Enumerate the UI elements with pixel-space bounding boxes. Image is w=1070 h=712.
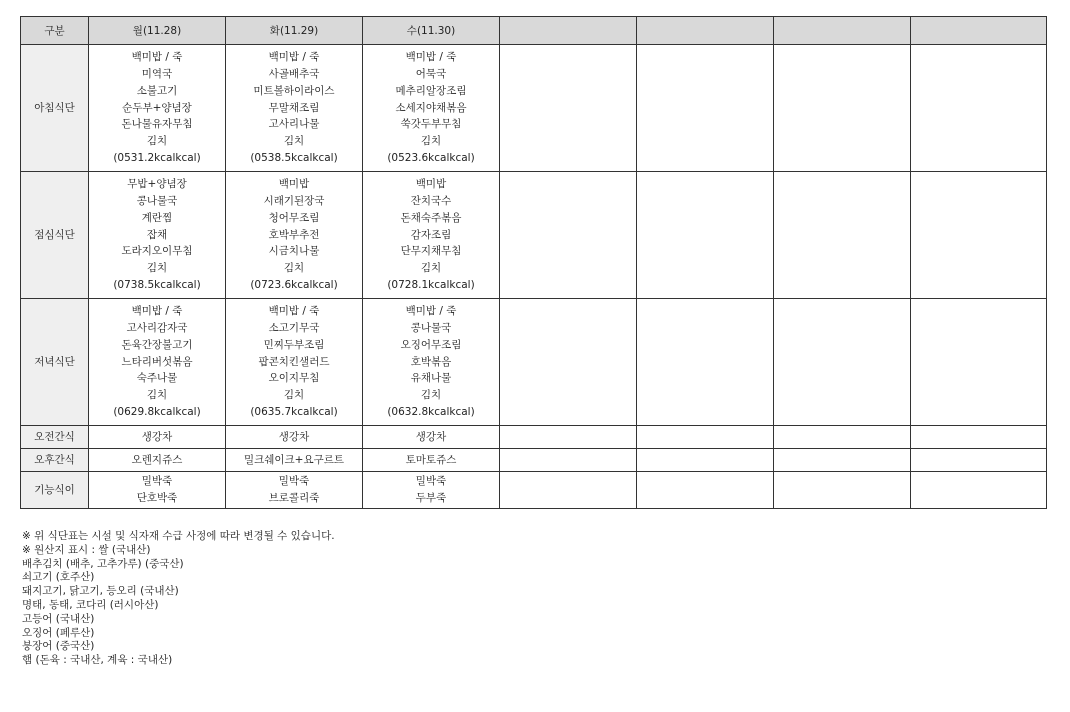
menu-item: 어묵국 — [415, 67, 447, 80]
menu-item: 계란찜 — [141, 211, 173, 224]
menu-item: 김치 — [283, 389, 305, 402]
header-category: 구분 — [21, 17, 89, 45]
note-line: 붕장어 (중국산) — [22, 640, 95, 653]
menu-item: 잔치국수 — [410, 194, 452, 207]
menu-cell — [363, 45, 500, 172]
menu-cell — [637, 472, 774, 509]
menu-cell — [911, 172, 1047, 299]
menu-item: 김치 — [146, 389, 168, 402]
menu-item: 고사리감자국 — [126, 321, 188, 334]
menu-item: 느타리버섯볶음 — [121, 355, 193, 368]
menu-cell — [500, 299, 637, 426]
menu-cell — [226, 299, 363, 426]
menu-item: 백미밥 — [415, 177, 447, 190]
menu-cell — [89, 472, 226, 509]
menu-item: 숙주나물 — [136, 372, 178, 385]
menu-item: (0523.6kcalkcal) — [387, 152, 475, 165]
table-row — [21, 472, 1047, 509]
menu-item: 백미밥 / 죽 — [268, 304, 320, 317]
menu-cell — [363, 472, 500, 509]
menu-item: (0531.2kcalkcal) — [113, 152, 201, 165]
menu-item: 밀크쉐이크+요구르트 — [243, 453, 345, 466]
header-day-5 — [637, 17, 774, 45]
menu-item: 팝콘치킨샐러드 — [258, 355, 330, 368]
menu-item: 김치 — [283, 262, 305, 275]
menu-item: 소세지야채볶음 — [395, 101, 467, 114]
menu-item: 민찌두부조림 — [263, 338, 325, 351]
header-day-1: 월(11.28) — [89, 17, 226, 45]
menu-item: (0728.1kcalkcal) — [387, 279, 475, 292]
menu-cell — [89, 45, 226, 172]
menu-item: 사골배추국 — [268, 67, 320, 80]
note-line: ※ 원산지 표시 : 쌀 (국내산) — [22, 543, 151, 556]
menu-item: 미역국 — [141, 67, 173, 80]
note-line: 오징어 (페루산) — [22, 626, 95, 639]
menu-cell — [911, 45, 1047, 172]
menu-item: 감자조림 — [410, 228, 452, 241]
menu-cell — [637, 172, 774, 299]
menu-cell — [911, 472, 1047, 509]
menu-item: (0538.5kcalkcal) — [250, 152, 338, 165]
menu-cell — [89, 172, 226, 299]
menu-item: 토마토쥬스 — [405, 453, 457, 466]
menu-item: 시금치나물 — [268, 245, 320, 258]
menu-item: (0738.5kcalkcal) — [113, 279, 201, 292]
menu-item: 김치 — [283, 135, 305, 148]
header-day-3: 수(11.30) — [363, 17, 500, 45]
note-line: 명태, 동태, 코다리 (러시아산) — [22, 598, 159, 611]
menu-cell — [363, 172, 500, 299]
note-line: 쇠고기 (호주산) — [22, 571, 95, 584]
table-row — [21, 299, 1047, 426]
menu-item: (0632.8kcalkcal) — [387, 406, 475, 419]
table-row — [21, 449, 1047, 472]
menu-cell — [774, 299, 911, 426]
menu-item: (0635.7kcalkcal) — [250, 406, 338, 419]
menu-item: 잡채 — [146, 228, 168, 241]
menu-item: 소불고기 — [136, 84, 178, 97]
menu-item: 생강차 — [278, 430, 310, 443]
menu-item: 소고기무국 — [268, 321, 320, 334]
menu-item: 미트볼하이라이스 — [253, 84, 335, 97]
menu-item: 청어무조림 — [268, 211, 320, 224]
menu-cell — [774, 45, 911, 172]
table-row — [21, 426, 1047, 449]
note-line: 햄 (돈육 : 국내산, 계육 : 국내산) — [22, 654, 173, 667]
menu-item: 오징어무조림 — [400, 338, 462, 351]
menu-item: 김치 — [420, 135, 442, 148]
row-label: 오후간식 — [21, 449, 89, 472]
menu-cell — [774, 172, 911, 299]
menu-item: 백미밥 / 죽 — [405, 304, 457, 317]
menu-item: (0723.6kcalkcal) — [250, 279, 338, 292]
menu-cell — [363, 299, 500, 426]
table-row — [21, 172, 1047, 299]
menu-item: 두부죽 — [415, 492, 447, 504]
header-day-6 — [774, 17, 911, 45]
menu-item: 백미밥 / 죽 — [131, 304, 183, 317]
menu-item: 밀박죽 — [278, 475, 310, 488]
menu-item: (0629.8kcalkcal) — [113, 406, 201, 419]
menu-cell — [774, 472, 911, 509]
menu-item: 생강차 — [141, 430, 173, 443]
row-label: 기능식이 — [21, 472, 89, 509]
menu-item: 쑥갓두부무침 — [400, 118, 462, 131]
menu-item: 무밥+양념장 — [127, 177, 187, 190]
menu-item: 메추리알장조림 — [395, 84, 467, 97]
menu-cell — [226, 45, 363, 172]
menu-cell — [500, 426, 637, 449]
row-label: 아침식단 — [21, 45, 89, 172]
header-day-7 — [911, 17, 1047, 45]
menu-item: 고사리나물 — [268, 118, 320, 131]
table-body — [21, 45, 1047, 509]
menu-item: 단호박죽 — [136, 492, 178, 504]
menu-item: 김치 — [146, 135, 168, 148]
menu-cell — [226, 449, 363, 472]
menu-cell — [226, 426, 363, 449]
menu-item: 무말채조림 — [268, 101, 320, 114]
menu-item: 콩나물국 — [410, 321, 452, 334]
menu-item: 돈나물유자무침 — [121, 118, 193, 131]
menu-cell — [637, 426, 774, 449]
menu-item: 김치 — [146, 262, 168, 275]
menu-item: 호박부추전 — [268, 228, 320, 241]
menu-cell — [226, 472, 363, 509]
menu-cell — [500, 472, 637, 509]
menu-item: 김치 — [420, 262, 442, 275]
header-day-2: 화(11.29) — [226, 17, 363, 45]
menu-item: 오렌지쥬스 — [131, 453, 183, 466]
menu-cell — [911, 426, 1047, 449]
menu-cell — [500, 45, 637, 172]
menu-cell — [637, 45, 774, 172]
menu-item: 오이지무침 — [268, 372, 320, 385]
menu-cell — [637, 449, 774, 472]
menu-cell — [637, 299, 774, 426]
menu-cell — [226, 172, 363, 299]
menu-cell — [774, 426, 911, 449]
menu-cell — [363, 426, 500, 449]
menu-item: 유채나물 — [410, 372, 452, 385]
menu-cell — [89, 299, 226, 426]
menu-item: 밀박죽 — [141, 475, 173, 488]
menu-item: 콩나물국 — [136, 194, 178, 207]
menu-item: 김치 — [420, 389, 442, 402]
menu-item: 시래기된장국 — [263, 194, 325, 207]
meal-plan-table — [20, 16, 1047, 509]
menu-item: 백미밥 / 죽 — [131, 50, 183, 63]
table-row — [21, 45, 1047, 172]
row-label: 오전간식 — [21, 426, 89, 449]
note-line: 돼지고기, 닭고기, 등오리 (국내산) — [22, 585, 179, 598]
menu-item: 돈육간장불고기 — [121, 338, 193, 351]
menu-item: 단무지채무침 — [400, 245, 462, 258]
menu-item: 생강차 — [415, 430, 447, 443]
header-day-4 — [500, 17, 637, 45]
menu-cell — [911, 449, 1047, 472]
notes — [22, 530, 335, 668]
note-line: 배추김치 (배추, 고추가루) (중국산) — [22, 557, 184, 570]
row-label: 저녁식단 — [21, 299, 89, 426]
note-line: 고등어 (국내산) — [22, 612, 95, 625]
menu-item: 도라지오이무침 — [121, 245, 193, 258]
menu-cell — [774, 449, 911, 472]
menu-item: 밀박죽 — [415, 475, 447, 488]
note-line: ※ 위 식단표는 시설 및 식자재 수급 사정에 따라 변경될 수 있습니다. — [22, 530, 335, 542]
menu-item: 백미밥 / 죽 — [405, 50, 457, 63]
menu-cell — [500, 449, 637, 472]
menu-cell — [911, 299, 1047, 426]
menu-item: 순두부+양념장 — [122, 101, 192, 114]
row-label: 점심식단 — [21, 172, 89, 299]
header-row — [21, 17, 1047, 45]
menu-cell — [500, 172, 637, 299]
menu-item: 백미밥 — [278, 177, 310, 190]
menu-cell — [89, 449, 226, 472]
menu-item: 돈채숙주볶음 — [400, 211, 462, 224]
menu-item: 백미밥 / 죽 — [268, 50, 320, 63]
menu-cell — [89, 426, 226, 449]
menu-item: 호박볶음 — [410, 355, 452, 368]
menu-cell — [363, 449, 500, 472]
menu-item: 브로콜리죽 — [268, 492, 320, 504]
